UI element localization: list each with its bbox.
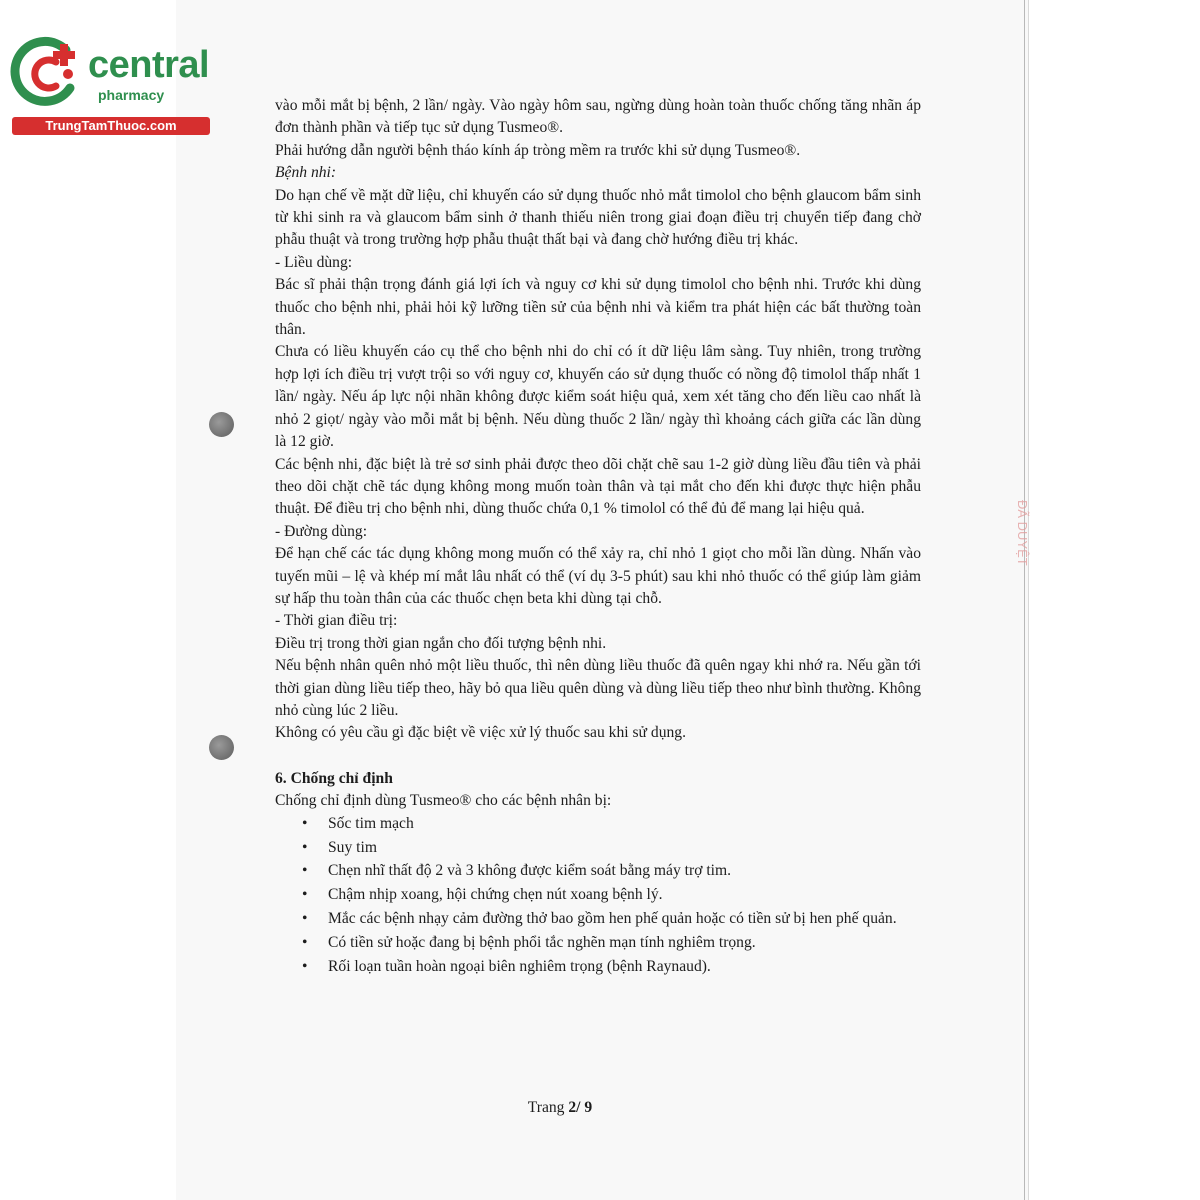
paragraph: Do hạn chế về mặt dữ liệu, chỉ khuyến cáo sử dụng thuốc nhỏ mắt timolol cho bệnh glaucom bẩm sinh từ khi sinh ra và glaucom bẩm sinh ở thanh thiếu niên trong giai đoạn điều trị chuyển tiếp đang chờ phẫu thuật và trong trường hợp phẫu thuật thất bại và đang chờ hướng điều trị khác.: [275, 186, 921, 249]
section-gap: [275, 745, 921, 768]
paragraph: Để hạn chế các tác dụng không mong muốn có thể xảy ra, chỉ nhỏ 1 giọt cho mỗi lần dùng. Nhấn vào tuyến mũi – lệ và khép mí mắt lâu nhất có thể (ví dụ 3-5 phút) sau khi nhỏ thuốc có thể giúp làm giảm sự hấp thu toàn thân của các thuốc chẹn beta khi dùng tại chỗ.: [275, 545, 921, 607]
section-intro: Chống chỉ định dùng Tusmeo® cho các bệnh nhân bị:: [275, 792, 612, 810]
logo-url[interactable]: TrungTamThuoc.com: [12, 117, 210, 135]
logo-icon: [8, 36, 88, 114]
list-item: • Rối loạn tuần hoàn ngoại biên nghiêm trọng (bệnh Raynaud).: [275, 956, 921, 978]
punch-hole: [209, 735, 234, 760]
paragraph: Bác sĩ phải thận trọng đánh giá lợi ích và nguy cơ khi sử dụng timolol cho bệnh nhi. Trước khi dùng thuốc cho bệnh nhi, phải hỏi kỹ lưỡng tiền sử của bệnh nhi và kiểm tra phát hiện các bất thường toàn thân.: [275, 276, 921, 339]
list-item: • Suy tim: [275, 837, 921, 859]
logo-subtitle: pharmacy: [98, 87, 165, 103]
pharmacy-logo[interactable]: [8, 36, 218, 136]
paragraph: Chưa có liều khuyến cáo cụ thể cho bệnh nhi do chỉ có ít dữ liệu lâm sàng. Tuy nhiên, trong trường hợp lợi ích điều trị vượt trội so với nguy cơ, khuyến cáo sử dụng thuốc có nồng độ timolol thấp nhất 1 lần/ ngày. Nếu áp lực nội nhãn không được kiểm soát hiệu quả, xem xét tăng cho đến liều cao nhất là nhỏ 2 giọt/ ngày vào mỗi mắt bị bệnh. Nếu dùng thuốc 2 lần/ ngày thì khoảng cách giữa các lần dùng là 12 giờ.: [275, 343, 921, 451]
dosage-heading: - Liều dùng:: [275, 253, 353, 271]
paragraph: vào mỗi mắt bị bệnh, 2 lần/ ngày. Vào ngày hôm sau, ngừng dùng hoàn toàn thuốc chống tăng nhãn áp đơn thành phần và tiếp tục sử dụng Tusmeo®.: [275, 97, 921, 137]
list-item: • Mắc các bệnh nhạy cảm đường thở bao gồm hen phế quản hoặc có tiền sử bị hen phế quản.: [275, 908, 921, 930]
paragraph: Không có yêu cầu gì đặc biệt về việc xử lý thuốc sau khi sử dụng.: [275, 724, 686, 742]
route-heading: - Đường dùng:: [275, 522, 368, 540]
page-label: Trang: [527, 1099, 565, 1116]
paragraph: Các bệnh nhi, đặc biệt là trẻ sơ sinh phải được theo dõi chặt chẽ sau 1-2 giờ dùng liều đầu tiên và phải theo dõi chặt chẽ tác dụng không mong muốn toàn thân và tại mắt cho đến khi được thực hiện phẫu thuật. Để điều trị cho bệnh nhi, dùng thuốc chứa 0,1 % timolol có thể đủ để mang lại hiệu quả.: [275, 455, 921, 518]
stamp-text: ĐÃ DUYỆT: [1015, 500, 1030, 566]
page-footer: [0, 1097, 1120, 1119]
list-item: • Chậm nhịp xoang, hội chứng chẹn nút xoang bệnh lý.: [275, 884, 921, 906]
approval-stamp: [1010, 500, 1038, 650]
list-item: • Sốc tim mạch: [275, 813, 921, 835]
section-heading: 6. Chống chỉ định: [275, 769, 393, 787]
logo-brand: central: [88, 44, 210, 86]
list-item: • Chẹn nhĩ thất độ 2 và 3 không được kiểm soát bằng máy trợ tim.: [275, 860, 921, 882]
paragraph: Phải hướng dẫn người bệnh tháo kính áp tròng mềm ra trước khi sử dụng Tusmeo®.: [275, 141, 801, 159]
paragraph: Nếu bệnh nhân quên nhỏ một liều thuốc, thì nên dùng liều thuốc đã quên ngay khi nhớ ra. Nếu gần tới thời gian dùng liều tiếp theo, hãy bỏ qua liều quên dùng và dùng liều tiếp theo như bình thường. Không nhỏ cùng lúc 2 liều.: [275, 657, 921, 719]
pediatric-heading: Bệnh nhi:: [275, 164, 337, 182]
contraindication-list: [275, 813, 921, 979]
duration-heading: - Thời gian điều trị:: [275, 612, 398, 630]
paragraph: Điều trị trong thời gian ngắn cho đối tượng bệnh nhi.: [275, 634, 607, 652]
punch-hole: [209, 412, 234, 437]
page-number: 2/ 9: [568, 1099, 593, 1116]
list-item: • Có tiền sử hoặc đang bị bệnh phổi tắc nghẽn mạn tính nghiêm trọng.: [275, 932, 921, 954]
document-body: [275, 95, 921, 980]
